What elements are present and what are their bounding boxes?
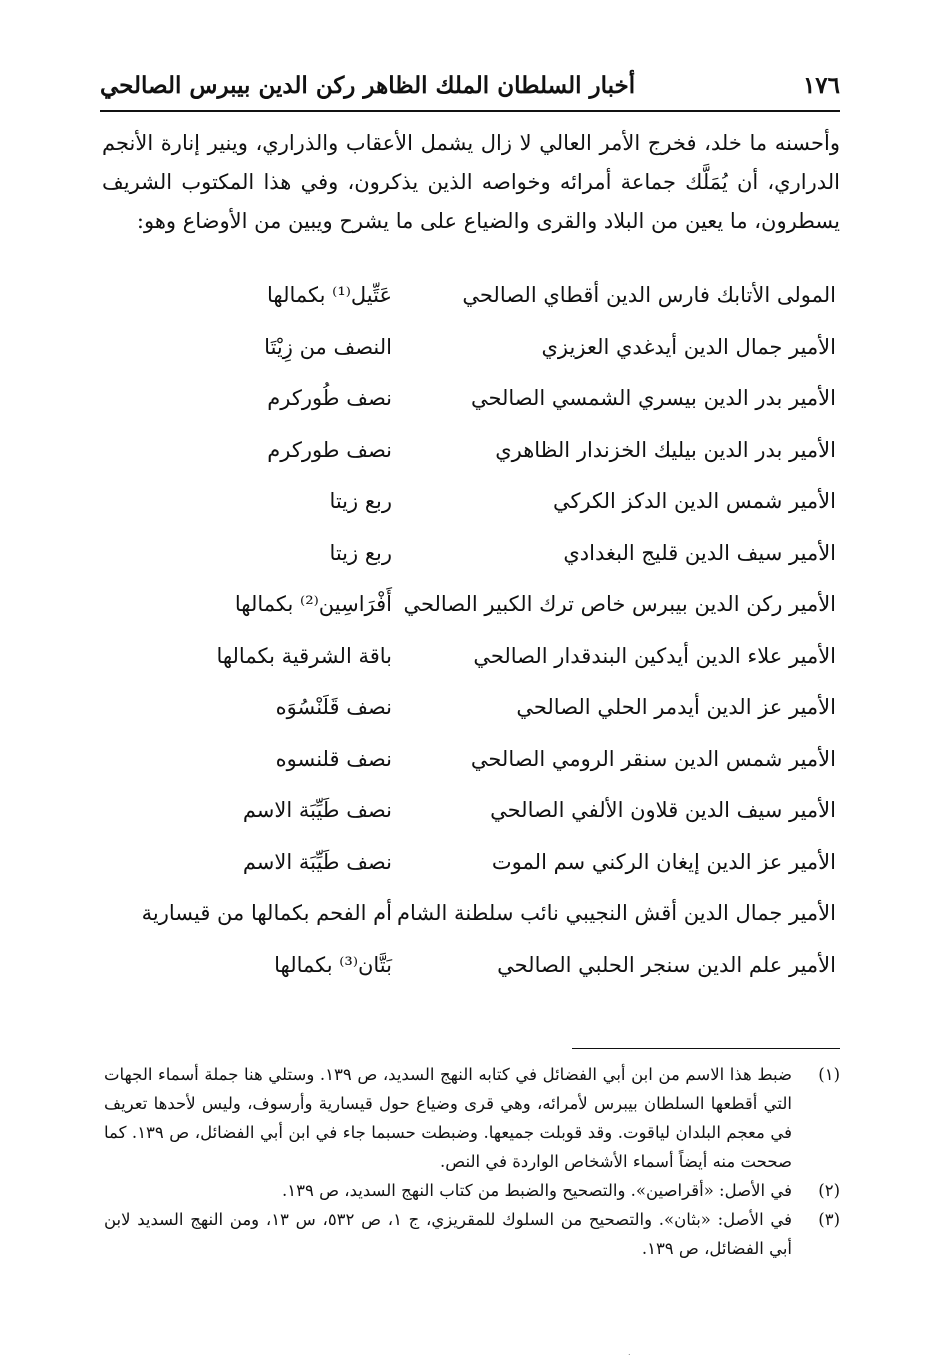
allotment-row: [100, 275, 840, 327]
allotment-row: [100, 378, 840, 430]
estate-name: أم الفحم بكمالها من قيسارية: [141, 901, 392, 925]
intro-text: وأحسنه ما خلد، فخرج الأمر العالي لا زال يشمل الأعقاب والذراري، وينير إنارة الأنجم الدراري، أن يُمَلَّك جماعة أمرائه وخواصه الذين يذكرون، وفي هذا المكتوب الشريف يسطرون، ما يعين من البلاد والقرى والضياع على ما يشرح ويبين من الأوضاع وهو:: [102, 131, 840, 233]
footnote-text: في الأصل: «أقراصين». والتصحيح والضبط من كتاب النهج السديد، ص ١٣٩.: [282, 1181, 792, 1200]
estate-name: أَفْرَاسِين⁽²⁾ بكمالها: [234, 592, 392, 616]
amir-name: الأمير شمس الدين سنقر الرومي الصالحي: [470, 746, 836, 771]
allotment-row: [100, 687, 840, 739]
estate-name: نصف طوركرم: [267, 437, 392, 462]
amir-name: الأمير جمال الدين أيدغدي العزيزي: [541, 334, 836, 359]
allotment-row: [100, 739, 840, 791]
amir-name: المولى الأتابك فارس الدين أقطاي الصالحي: [462, 283, 836, 307]
allotment-row: [100, 893, 840, 945]
estate-name: نصف طَيِّبَة الاسم: [242, 849, 392, 874]
amir-name: الأمير ركن الدين بيبرس خاص ترك الكبير الصالحي: [403, 592, 836, 616]
estate-name: ربع زيتا: [329, 540, 392, 565]
amir-name: الأمير جمال الدين أقش النجيبي نائب سلطنة الشام: [397, 901, 836, 925]
estate-name: نصف قَلَنْسُوَه: [275, 695, 392, 719]
estate-name: نصف طَيِّبَة الاسم: [242, 798, 392, 822]
page-header: [100, 70, 840, 106]
amir-name: الأمير علم الدين سنجر الحلبي الصالحي: [497, 952, 836, 977]
allotment-row: [100, 842, 840, 894]
estate-name: عَتِّيل⁽¹⁾ بكمالها: [267, 283, 392, 307]
allotment-row: [100, 945, 840, 997]
amir-name: الأمير سيف الدين قلاون الألفي الصالحي: [490, 798, 836, 822]
estate-name: باقة الشرقية بكمالها: [216, 643, 392, 668]
footnote-text: ضبط هذا الاسم من ابن أبي الفضائل في كتابه النهج السديد، ص ١٣٩. وستلي هنا جملة أسماء الجهات التي أقطعها السلطان بيبرس لأمرائه، وهي قرى وضياع حول قيسارية وأرسوف، وليس لأحدها تعريف في معجم البلدان لياقوت. وقد قوبلت جميعها. وضبطت حسبما جاء في ابن أبي الفضائل، ص ١٣٩. كما صححت منه أيضاً أسماء الأشخاص الواردة في النص.: [104, 1065, 792, 1171]
footnote-divider: [572, 1048, 840, 1049]
footnote: [104, 1060, 840, 1176]
amir-name: الأمير بدر الدين بيليك الخزندار الظاهري: [495, 437, 836, 462]
amir-name: الأمير بدر الدين بيسري الشمسي الصالحي: [470, 386, 836, 410]
header-divider: [100, 110, 840, 112]
allotment-row: [100, 533, 840, 585]
running-title: أخبار السلطان الملك الظاهر ركن الدين بيبرس الصالحي: [100, 72, 636, 99]
footnote-number: (١): [818, 1065, 840, 1084]
allotment-row: [100, 636, 840, 688]
estate-name: ربع زيتا: [329, 489, 392, 513]
amir-name: الأمير علاء الدين أيدكين البندقدار الصالحي: [473, 643, 836, 668]
footnote: [104, 1176, 840, 1205]
allotment-row: [100, 481, 840, 533]
estate-name: النصف من زِيْتَا: [264, 334, 392, 359]
estate-name: نصف قلنسوه: [275, 746, 392, 771]
amir-name: الأمير عز الدين أيدمر الحلي الصالحي: [516, 695, 836, 719]
footnote-number: (٣): [818, 1210, 840, 1229]
footnote: [104, 1205, 840, 1263]
allotment-list: [100, 275, 840, 996]
intro-paragraph: [102, 124, 840, 241]
allotment-row: [100, 790, 840, 842]
allotment-row: [100, 430, 840, 482]
footnote-text: في الأصل: «بثان». والتصحيح من السلوك للمقريزي، ج ١، ص ٥٣٢، س ١٣، ومن النهج السديد لابن أبي الفضائل، ص ١٣٩.: [104, 1210, 793, 1258]
page-number: ١٧٦: [802, 72, 840, 99]
amir-name: الأمير عز الدين إيغان الركني سم الموت: [491, 849, 836, 874]
scan-mark: .: [628, 1348, 631, 1357]
amir-name: الأمير سيف الدين قليج البغدادي: [563, 540, 836, 565]
estate-name: بَتَّان⁽³⁾ بكمالها: [274, 952, 392, 977]
allotment-row: [100, 327, 840, 379]
allotment-row: [100, 584, 840, 636]
estate-name: نصف طُوركرم: [267, 386, 392, 410]
amir-name: الأمير شمس الدين الدكز الكركي: [552, 489, 836, 513]
footnote-number: (٢): [818, 1181, 840, 1200]
footnotes: [104, 1060, 840, 1263]
